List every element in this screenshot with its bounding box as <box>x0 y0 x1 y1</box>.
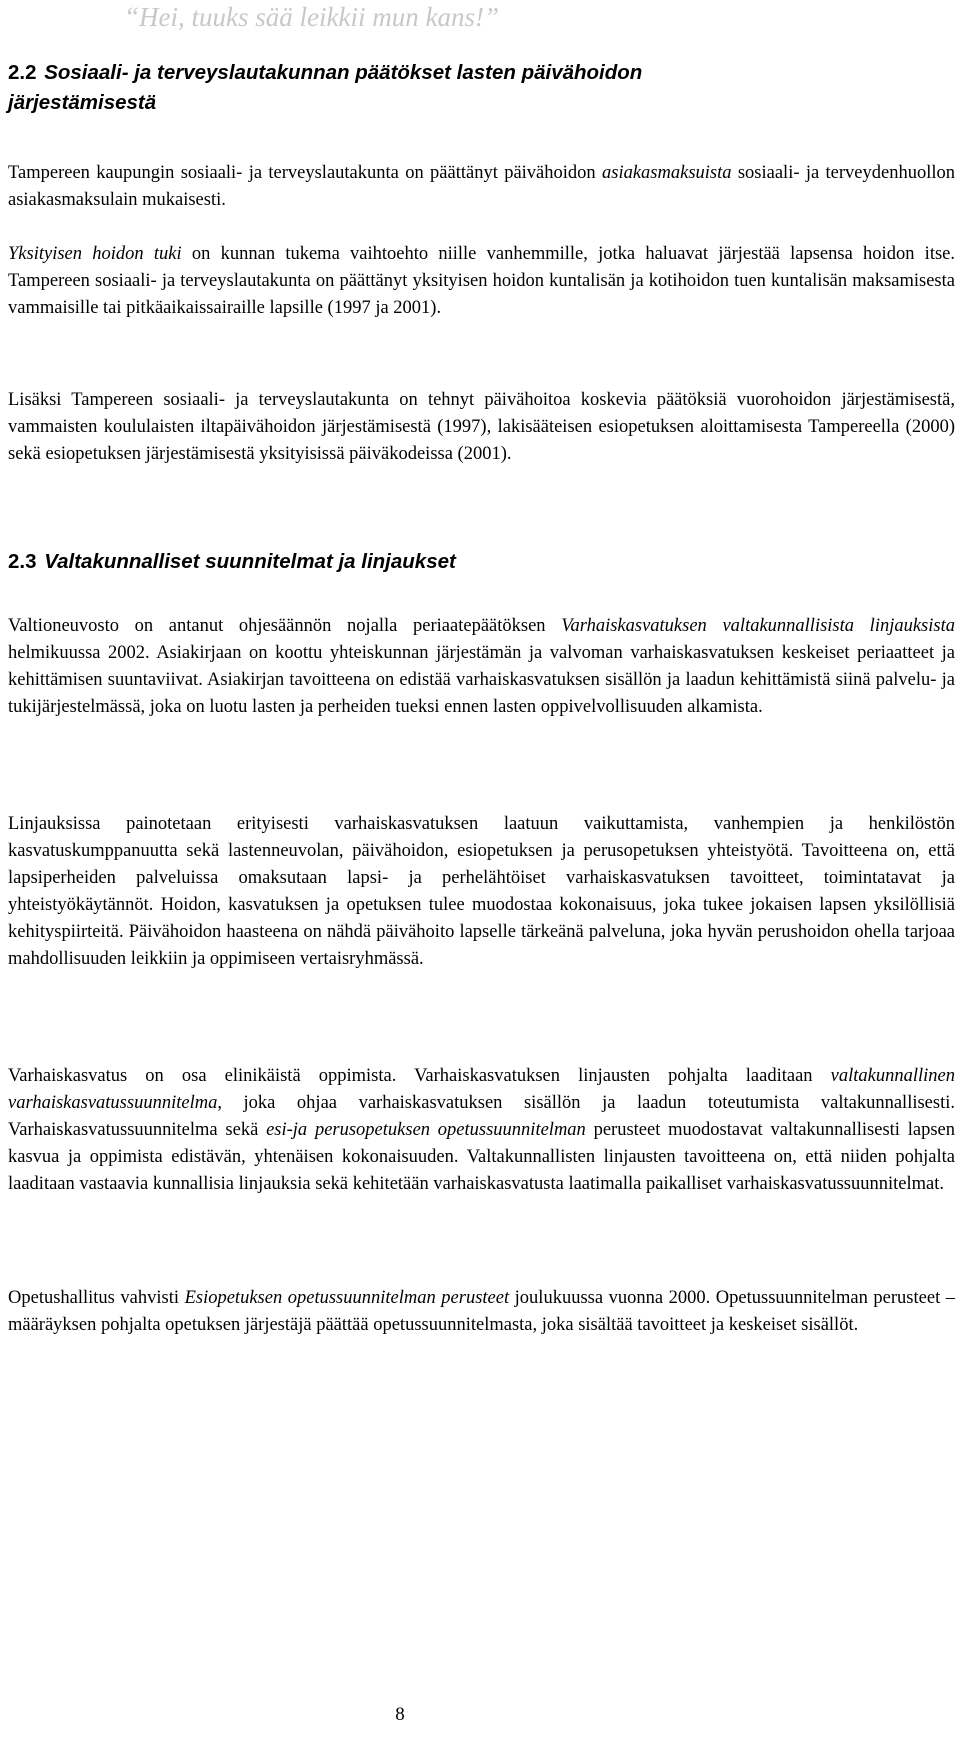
italic-title: Esiopetuksen opetussuunnitelman perusteet <box>184 1288 510 1308</box>
section-2-2-title-line2: järjestämisestä <box>8 91 157 114</box>
text-run: helmikuussa 2002. Asiakirjaan on koottu yhteiskunnan järjestämän ja valvoman varhaiskasvatuksen keskeiset periaatteet ja kehittämisen suuntaviivat. Asiakirjan tavoitteena on edistää varhaiskasvatuksen sisällön ja laadun kehittämistä siinä palvelu- ja tukijärjestelmässä, joka on luotu lasten ja perheiden tueksi ennen lasten oppivelvollisuuden alkamista. <box>8 643 955 717</box>
section-2-3-heading <box>8 547 908 577</box>
section-2-3-number: 2.3 <box>8 550 37 573</box>
section-2-3-paragraph-3 <box>8 1063 955 1198</box>
section-2-3-paragraph-4 <box>8 1285 955 1339</box>
section-2-2-title-line1: Sosiaali- ja terveyslautakunnan päätökset lasten päivähoidon <box>44 61 643 84</box>
text-run: sosiaali- ja terveydenhuollon asiakasmaksulain mukaisesti. <box>8 163 955 210</box>
running-header-title: “Hei, tuuks sää leikkii mun kans!” <box>124 2 499 32</box>
text-run: joulukuussa vuonna 2000. Opetussuunnitelman perusteet –määräyksen pohjalta opetuksen järjestäjä päättää opetussuunnitelmasta, joka sisältää tavoitteet ja keskeiset sisällöt. <box>8 1288 956 1335</box>
text-run: Varhaiskasvatus on osa elinikäistä oppimista. Varhaiskasvatuksen linjausten pohjalta laaditaan <box>8 1066 831 1086</box>
section-2-2-paragraph-2 <box>8 241 955 322</box>
text-run: Tampereen kaupungin sosiaali- ja terveyslautakunta on päättänyt päivähoidon <box>8 163 602 183</box>
italic-term: asiakasmaksuista <box>602 163 732 183</box>
italic-term: Yksityisen hoidon tuki <box>8 244 182 264</box>
page-number: 8 <box>395 1704 405 1725</box>
text-run: Opetushallitus vahvisti <box>8 1288 185 1308</box>
section-2-3-paragraph-1 <box>8 613 955 721</box>
text-run: , joka ohjaa varhaiskasvatuksen sisällön ja laadun toteutumista valtakunnallisesti. Varhaiskasvatussuunnitelma sekä <box>8 1093 955 1140</box>
text-run: perusteet muodostavat valtakunnallisesti lapsen kasvua ja oppimista edistävän, yhtenäisen kokonaisuuden. Valtakunnallisten linjausten tavoitteena on, että niiden pohjalta laaditaan vastaavia kunnallisia linjauksia sekä kehitetään varhaiskasvatusta laatimalla paikalliset varhaiskasvatussuunnitelmat. <box>8 1120 955 1194</box>
section-2-2-paragraph-3: Lisäksi Tampereen sosiaali- ja terveyslautakunta on tehnyt päivähoitoa koskevia päätöksiä vuorohoidon järjestämisestä, vammaisten koululaisten iltapäivähoidon järjestämisestä (1997), lakisääteisen esiopetuksen aloittamisesta Tampereella (2000) sekä esiopetuksen järjestämisestä yksityisissä päiväkodeissa (2001). <box>8 390 955 464</box>
text-run: on kunnan tukema vaihtoehto niille vanhemmille, jotka haluavat järjestää lapsensa hoidon itse. Tampereen sosiaali- ja terveyslautakunta on päättänyt yksityisen hoidon kuntalisän ja kotihoidon tuen kuntalisän maksamisesta vammaisille tai pitkäaikaissairaille lapsille (1997 ja 2001). <box>8 244 956 318</box>
section-2-3-title: Valtakunnalliset suunnitelmat ja linjaukset <box>44 550 456 573</box>
italic-term: valtakunnallinen varhaiskasvatussuunnitelma <box>8 1066 955 1113</box>
section-2-2-number: 2.2 <box>8 61 37 84</box>
italic-title: Varhaiskasvatuksen valtakunnallisista linjauksista <box>561 616 955 636</box>
section-2-2-paragraph-1 <box>8 160 955 214</box>
section-2-2-heading <box>8 58 908 118</box>
text-run: Valtioneuvosto on antanut ohjesäännön nojalla periaatepäätöksen <box>8 616 562 636</box>
italic-term: esi-ja perusopetuksen opetussuunnitelman <box>266 1120 586 1140</box>
section-2-3-paragraph-2: Linjauksissa painotetaan erityisesti varhaiskasvatuksen laatuun vaikuttamista, vanhempien ja henkilöstön kasvatuskumppanuutta sekä lastenneuvolan, päivähoidon, esiopetuksen ja perusopetuksen yhteistyötä. Tavoitteena on, että lapsiperheiden palveluissa omaksutaan lapsi- ja perhelähtöiset varhaiskasvatuksen tavoitteet, toimintatavat ja yhteistyökäytännöt. Hoidon, kasvatuksen ja opetuksen tulee muodostaa kokonaisuus, joka tukee jokaisen lapsen yksilöllisiä kehityspiirteitä. Päivähoidon haasteena on nähdä päivähoito lapselle tärkeänä palveluna, joka hyvän perushoidon ohella tarjoaa mahdollisuuden leikkiin ja oppimiseen vertaisryhmässä. <box>8 814 955 969</box>
